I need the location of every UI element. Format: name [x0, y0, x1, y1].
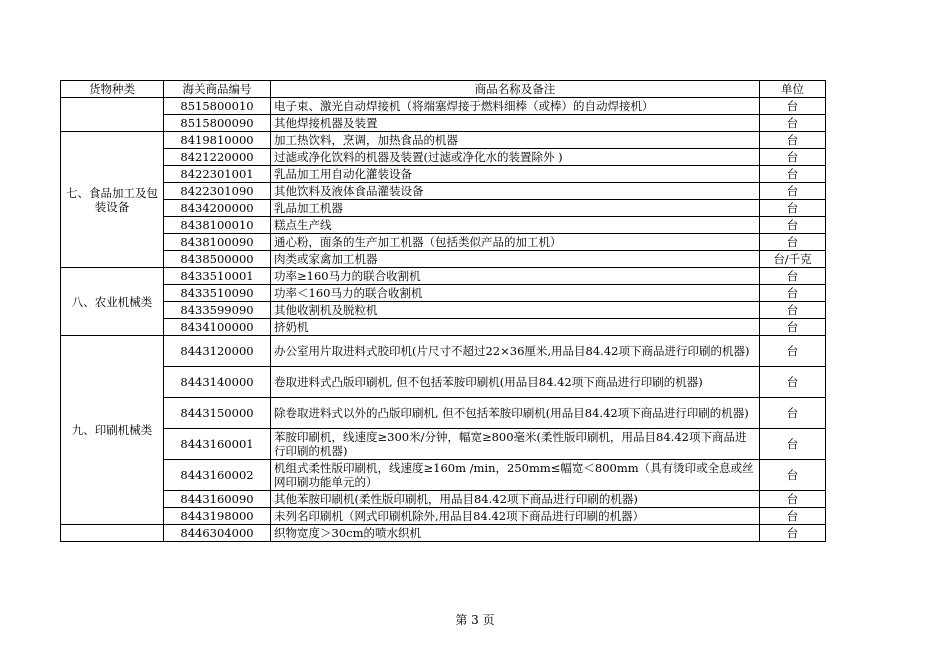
category-cell — [61, 98, 164, 132]
table-row — [61, 200, 826, 217]
unit-cell: 台/千克 — [760, 251, 826, 268]
unit-cell: 台 — [760, 525, 826, 542]
table-row — [61, 217, 826, 234]
code-cell: 8438100010 — [164, 217, 271, 234]
category-cell: 七、食品加工及包装设备 — [61, 132, 164, 268]
code-cell: 8443160090 — [164, 491, 271, 508]
name-cell: 其他焊接机器及装置 — [271, 115, 760, 132]
table-row — [61, 491, 826, 508]
unit-cell: 台 — [760, 285, 826, 302]
code-cell: 8443160001 — [164, 429, 271, 460]
name-cell: 机组式柔性版印刷机，线速度≥160m /min，250mm≤幅宽＜800mm（具有烫印或全息或丝网印刷功能单元的） — [271, 460, 760, 491]
category-cell: 九、印刷机械类 — [61, 336, 164, 525]
unit-cell: 台 — [760, 166, 826, 183]
unit-cell: 台 — [760, 132, 826, 149]
table-row — [61, 251, 826, 268]
name-cell: 功率≥160马力的联合收割机 — [271, 268, 760, 285]
unit-cell: 台 — [760, 460, 826, 491]
unit-cell: 台 — [760, 508, 826, 525]
table-row — [61, 149, 826, 166]
table-row — [61, 285, 826, 302]
name-cell: 苯胺印刷机，线速度≥300米/分钟，幅宽≥800毫米(柔性版印刷机，用品目84.42项下商品进行印刷的机器) — [271, 429, 760, 460]
unit-cell: 台 — [760, 149, 826, 166]
code-cell: 8433510090 — [164, 285, 271, 302]
unit-cell: 台 — [760, 200, 826, 217]
unit-cell: 台 — [760, 183, 826, 200]
unit-cell: 台 — [760, 398, 826, 429]
unit-cell: 台 — [760, 234, 826, 251]
table-header-row — [61, 81, 826, 98]
name-cell: 乳品加工用自动化灌装设备 — [271, 166, 760, 183]
name-cell: 加工热饮料，烹调，加热食品的机器 — [271, 132, 760, 149]
unit-cell: 台 — [760, 319, 826, 336]
table-row — [61, 268, 826, 285]
table-body — [61, 98, 826, 542]
code-cell: 8433599090 — [164, 302, 271, 319]
page-number: 第 3 页 — [455, 613, 495, 627]
name-cell: 糕点生产线 — [271, 217, 760, 234]
code-cell: 8515800010 — [164, 98, 271, 115]
code-cell: 8422301090 — [164, 183, 271, 200]
unit-cell: 台 — [760, 491, 826, 508]
name-cell: 其他饮料及液体食品灌装设备 — [271, 183, 760, 200]
header-code: 海关商品编号 — [164, 81, 271, 98]
table-row — [61, 234, 826, 251]
name-cell: 电子束、激光自动焊接机（将端塞焊接于燃料细棒（或棒）的自动焊接机） — [271, 98, 760, 115]
unit-cell: 台 — [760, 429, 826, 460]
table-row — [61, 429, 826, 460]
table-row — [61, 166, 826, 183]
name-cell: 织物宽度＞30cm的喷水织机 — [271, 525, 760, 542]
name-cell: 卷取进料式凸版印刷机, 但不包括苯胺印刷机(用品目84.42项下商品进行印刷的机器) — [271, 367, 760, 398]
unit-cell: 台 — [760, 115, 826, 132]
name-cell: 未列名印刷机（网式印刷机除外,用品目84.42项下商品进行印刷的机器） — [271, 508, 760, 525]
name-cell: 过滤或净化饮料的机器及装置(过滤或净化水的装置除外 ) — [271, 149, 760, 166]
unit-cell: 台 — [760, 217, 826, 234]
header-category: 货物种类 — [61, 81, 164, 98]
code-cell: 8433510001 — [164, 268, 271, 285]
header-name: 商品名称及备注 — [271, 81, 760, 98]
unit-cell: 台 — [760, 336, 826, 367]
unit-cell: 台 — [760, 367, 826, 398]
code-cell: 8443160002 — [164, 460, 271, 491]
table-row — [61, 508, 826, 525]
code-cell: 8438500000 — [164, 251, 271, 268]
code-cell: 8446304000 — [164, 525, 271, 542]
name-cell: 功率＜160马力的联合收割机 — [271, 285, 760, 302]
name-cell: 办公室用片取进料式胶印机(片尺寸不超过22×36厘米,用品目84.42项下商品进行印刷的机器) — [271, 336, 760, 367]
code-cell: 8438100090 — [164, 234, 271, 251]
name-cell: 除卷取进料式以外的凸版印刷机, 但不包括苯胺印刷机(用品目84.42项下商品进行印刷的机器) — [271, 398, 760, 429]
name-cell: 挤奶机 — [271, 319, 760, 336]
code-cell: 8434200000 — [164, 200, 271, 217]
category-cell — [61, 525, 164, 542]
code-cell: 8443140000 — [164, 367, 271, 398]
table-row — [61, 183, 826, 200]
name-cell: 通心粉，面条的生产加工机器（包括类似产品的加工机） — [271, 234, 760, 251]
table-row — [61, 98, 826, 115]
unit-cell: 台 — [760, 98, 826, 115]
code-cell: 8443150000 — [164, 398, 271, 429]
name-cell: 其他苯胺印刷机(柔性版印刷机，用品目84.42项下商品进行印刷的机器) — [271, 491, 760, 508]
table-row — [61, 302, 826, 319]
table-row — [61, 115, 826, 132]
unit-cell: 台 — [760, 268, 826, 285]
table-row — [61, 398, 826, 429]
unit-cell: 台 — [760, 302, 826, 319]
table-row — [61, 367, 826, 398]
code-cell: 8434100000 — [164, 319, 271, 336]
header-unit: 单位 — [760, 81, 826, 98]
table-row — [61, 319, 826, 336]
name-cell: 其他收割机及脱粒机 — [271, 302, 760, 319]
category-cell: 八、农业机械类 — [61, 268, 164, 336]
table-row — [61, 132, 826, 149]
table-row — [61, 525, 826, 542]
code-cell: 8419810000 — [164, 132, 271, 149]
goods-table — [60, 80, 826, 542]
code-cell: 8443120000 — [164, 336, 271, 367]
table-row — [61, 460, 826, 491]
code-cell: 8422301001 — [164, 166, 271, 183]
code-cell: 8515800090 — [164, 115, 271, 132]
code-cell: 8443198000 — [164, 508, 271, 525]
name-cell: 肉类或家禽加工机器 — [271, 251, 760, 268]
table-row — [61, 336, 826, 367]
name-cell: 乳品加工机器 — [271, 200, 760, 217]
code-cell: 8421220000 — [164, 149, 271, 166]
